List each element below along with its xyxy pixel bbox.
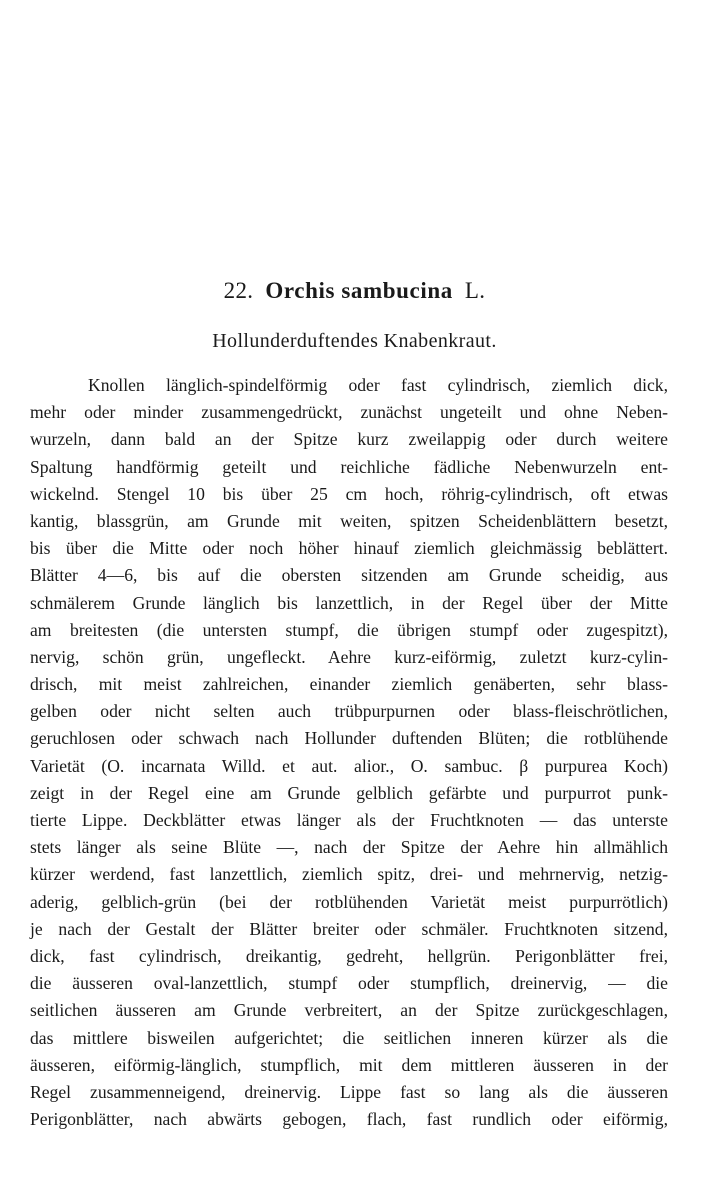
- text-line: wurzeln, dann bald an der Spitze kurz zweilappig oder durch weitere: [30, 429, 668, 450]
- text-line: stets länger als seine Blüte —, nach der Spitze der Aehre hin allmählich: [30, 837, 668, 858]
- text-line: Regel zusammenneigend, dreinervig. Lippe fast so lang als die äusseren: [30, 1081, 668, 1102]
- species-number: 22.: [223, 278, 254, 303]
- text-line: nervig, schön grün, ungefleckt. Aehre kurz-eiförmig, zuletzt kurz-cylin-: [30, 646, 668, 667]
- text-line: am breitesten (die untersten stumpf, die übrigen stumpf oder zugespitzt),: [30, 619, 668, 640]
- description-paragraph: [30, 372, 668, 1133]
- text-line: dick, fast cylindrisch, dreikantig, gedreht, hellgrün. Perigonblätter frei,: [30, 945, 668, 966]
- text-line: äusseren, eiförmig-länglich, stumpflich, mit dem mittleren äusseren in der: [30, 1054, 668, 1075]
- text-line: schmälerem Grunde länglich bis lanzettlich, in der Regel über der Mitte: [30, 592, 668, 613]
- species-heading: [0, 276, 709, 306]
- text-line: je nach der Gestalt der Blätter breiter oder schmäler. Fruchtknoten sitzend,: [30, 918, 668, 939]
- text-line: wickelnd. Stengel 10 bis über 25 cm hoch, röhrig-cylindrisch, oft etwas: [30, 483, 668, 504]
- text-line: seitlichen äusseren am Grunde verbreitert, an der Spitze zurückgeschlagen,: [30, 1000, 668, 1021]
- text-line: Varietät (O. incarnata Willd. et aut. alior., O. sambuc. β purpurea Koch): [30, 755, 668, 776]
- text-line: bis über die Mitte oder noch höher hinauf ziemlich gleichmässig beblättert.: [30, 538, 668, 559]
- text-line: aderig, gelblich-grün (bei der rotblühenden Varietät meist purpurrötlich): [30, 891, 668, 912]
- common-name: Hollunderduftendes Knabenkraut.: [212, 330, 497, 352]
- text-line: gelben oder nicht selten auch trübpurpurnen oder blass-fleischrötlichen,: [30, 701, 668, 722]
- text-line: kantig, blassgrün, am Grunde mit weiten, spitzen Scheidenblättern besetzt,: [30, 510, 668, 531]
- text-line: drisch, mit meist zahlreichen, einander ziemlich genäberten, sehr blass-: [30, 674, 668, 695]
- text-line: Perigonblätter, nach abwärts gebogen, flach, fast rundlich oder eiförmig,: [30, 1109, 668, 1130]
- text-line: Spaltung handförmig geteilt und reichliche fädliche Nebenwurzeln ent-: [30, 456, 668, 477]
- text-line: das mittlere bisweilen aufgerichtet; die seitlichen inneren kürzer als die: [30, 1027, 668, 1048]
- text-line: zeigt in der Regel eine am Grunde gelblich gefärbte und purpurrot punk-: [30, 782, 668, 803]
- text-line: tierte Lippe. Deckblätter etwas länger als der Fruchtknoten — das unterste: [30, 810, 668, 830]
- text-line: Knollen länglich-spindelförmig oder fast cylindrisch, ziemlich dick,: [88, 375, 668, 395]
- text-line: mehr oder minder zusammengedrückt, zunächst ungeteilt und ohne Neben-: [30, 402, 668, 423]
- text-line: die äusseren oval-lanzettlich, stumpf oder stumpflich, dreinervig, — die: [30, 973, 668, 994]
- text-line: kürzer werdend, fast lanzettlich, ziemlich spitz, drei- und mehrnervig, netzig-: [30, 864, 668, 885]
- species-author: L.: [464, 278, 486, 303]
- species-name: Orchis sambucina: [265, 278, 453, 303]
- text-line: geruchlosen oder schwach nach Hollunder duftenden Blüten; die rotblühende: [30, 728, 668, 749]
- text-line: Blätter 4—6, bis auf die obersten sitzenden am Grunde scheidig, aus: [30, 565, 668, 586]
